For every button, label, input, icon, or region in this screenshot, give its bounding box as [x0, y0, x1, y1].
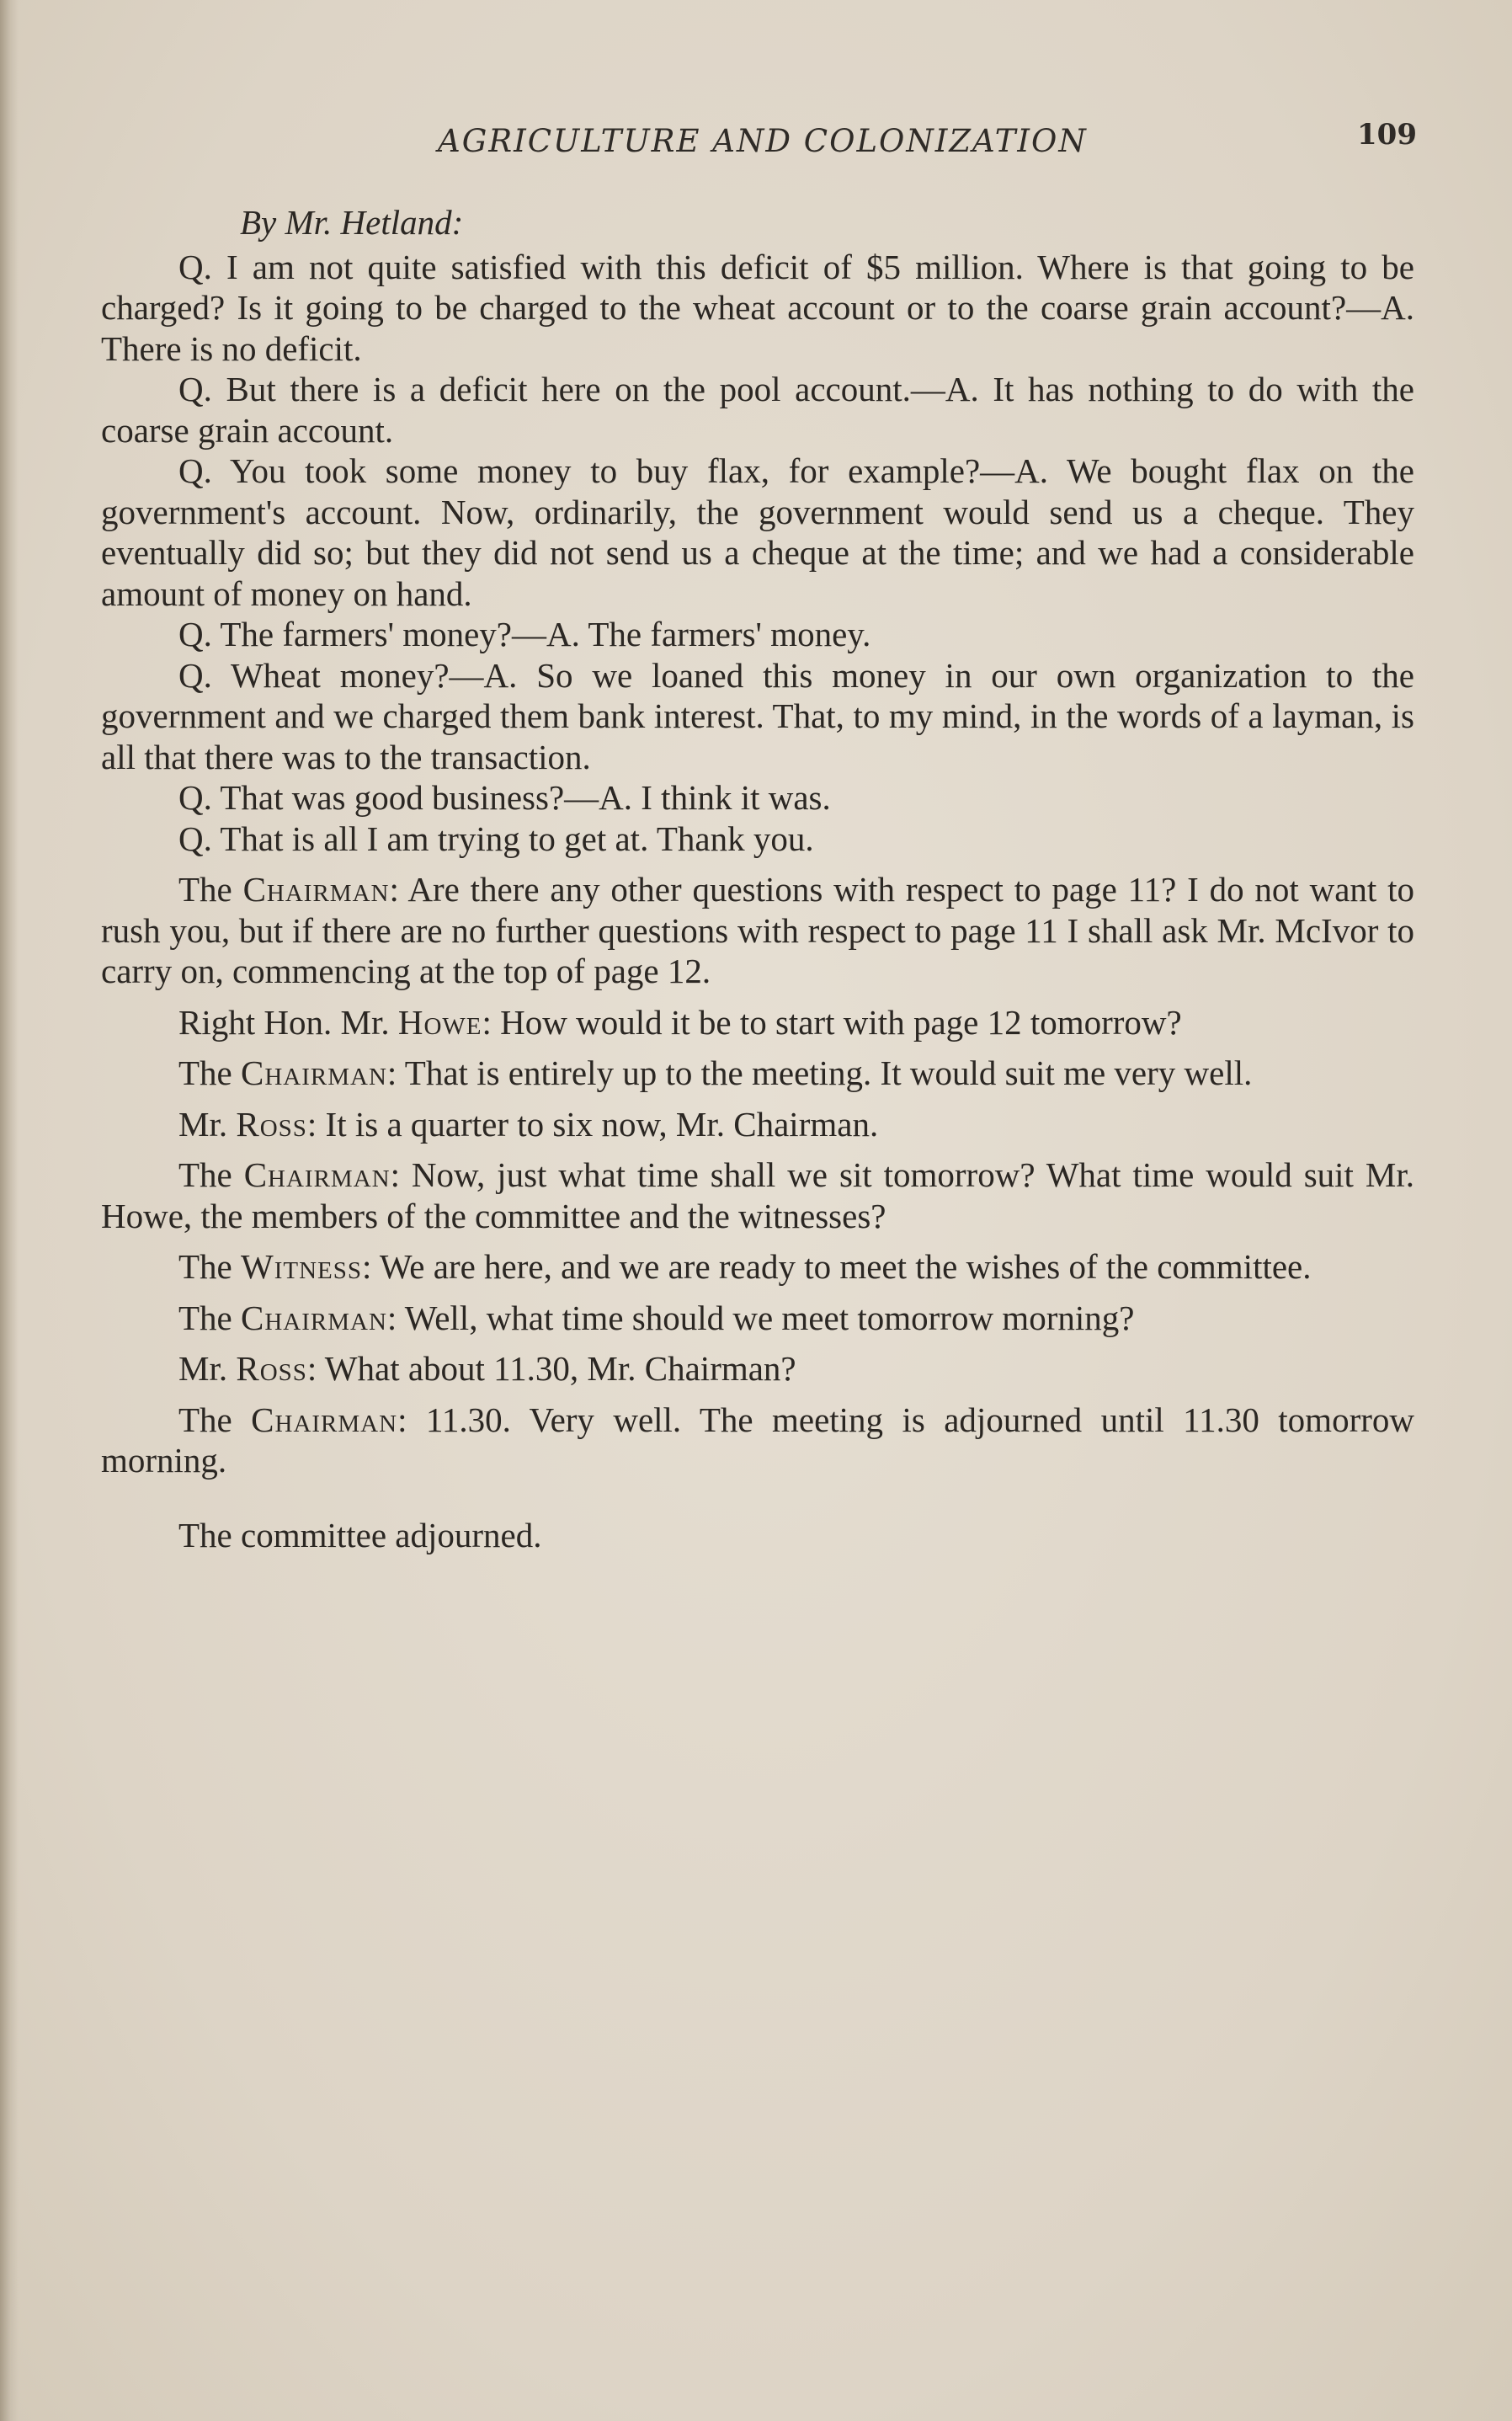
speaker-name: Chairman — [243, 1155, 391, 1194]
dialogue-text: : Now, just what time shall we sit tomorrow? What time would suit Mr. Howe, the members of the committee and the witnesses? — [101, 1155, 1414, 1235]
question-paragraph: Q. Wheat money?—A. So we loaned this money in our own organization to the government and we charged them bank interest. That, to my mind, in the words of a layman, is all that there was to the transaction. — [101, 655, 1414, 776]
speaker-name: Howe — [397, 1002, 482, 1042]
dialogue-text: : 11.30. Very well. The meeting is adjourned until 11.30 tomorrow morning. — [101, 1400, 1414, 1480]
dialogue-paragraph — [101, 1002, 1414, 1043]
speaker-name: Chairman — [241, 1053, 387, 1092]
book-spine-shadow — [0, 0, 19, 2421]
dialogue-paragraph — [101, 1053, 1414, 1094]
speaker-prefix: The — [178, 1247, 241, 1286]
dialogue-text: : Well, what time should we meet tomorrow morning? — [386, 1298, 1135, 1337]
speaker-name: Chairman — [242, 870, 390, 909]
speaker-prefix: The — [178, 870, 243, 909]
speaker-prefix: The — [178, 1400, 252, 1439]
examiner-heading: By Mr. Hetland: — [240, 203, 464, 242]
body-text — [101, 202, 1414, 1555]
question-paragraph: Q. I am not quite satisfied with this deficit of $5 million. Where is that going to be charged? Is it going to be charged to the wheat account or to the coarse grain account?—A. There is no deficit. — [101, 247, 1414, 368]
running-title: AGRICULTURE AND COLONIZATION — [438, 123, 1088, 159]
speaker-prefix: The — [178, 1155, 244, 1194]
dialogue-paragraph — [101, 1104, 1414, 1145]
speaker-name: Witness — [241, 1247, 362, 1286]
dialogue-paragraph — [101, 869, 1414, 992]
speaker-name: Chairman — [251, 1400, 398, 1439]
speaker-name: Ross — [236, 1104, 307, 1144]
question-paragraph: Q. But there is a deficit here on the pool account.—A. It has nothing to do with the coarse grain account. — [101, 370, 1414, 450]
speaker-prefix: The — [178, 1053, 241, 1092]
closing-line: The committee adjourned. — [178, 1515, 542, 1554]
dialogue-paragraph — [101, 1348, 1414, 1389]
speaker-name: Chairman — [241, 1298, 387, 1337]
speaker-prefix: Mr. — [178, 1349, 237, 1388]
question-paragraph: Q. That is all I am trying to get at. Thank you. — [178, 819, 814, 858]
running-header — [0, 118, 1512, 168]
speaker-prefix: Mr. — [178, 1104, 237, 1144]
dialogue-paragraph — [101, 1155, 1414, 1236]
dialogue-paragraph — [101, 1298, 1414, 1339]
dialogue-text: : We are here, and we are ready to meet the wishes of the committee. — [361, 1247, 1312, 1286]
dialogue-paragraph — [101, 1246, 1414, 1288]
page-number: 109 — [1357, 118, 1417, 152]
dialogue-text: : That is entirely up to the meeting. It would suit me very well. — [386, 1053, 1253, 1092]
dialogue-text: : It is a quarter to six now, Mr. Chairman. — [306, 1104, 879, 1144]
dialogue-text: : What about 11.30, Mr. Chairman? — [306, 1349, 796, 1388]
dialogue-paragraph — [101, 1400, 1414, 1481]
question-paragraph: Q. The farmers' money?—A. The farmers' money. — [178, 615, 871, 653]
dialogue-text: : Are there any other questions with respect to page 11? I do not want to rush you, but if there are no further questions with respect to page 11 I shall ask Mr. McIvor to carry on, commencing at the top of page 12. — [101, 870, 1414, 990]
speaker-prefix: Right Hon. Mr. — [178, 1002, 398, 1042]
question-paragraph: Q. You took some money to buy flax, for example?—A. We bought flax on the government's account. Now, ordinarily, the government would send us a cheque. They eventually did so; but they did not send us a cheque at the time; and we had a considerable amount of money on hand. — [101, 451, 1414, 613]
dialogue-text: : How would it be to start with page 12 tomorrow? — [482, 1002, 1182, 1042]
speaker-name: Ross — [236, 1349, 307, 1388]
question-paragraph: Q. That was good business?—A. I think it was. — [178, 778, 831, 817]
speaker-prefix: The — [178, 1298, 241, 1337]
